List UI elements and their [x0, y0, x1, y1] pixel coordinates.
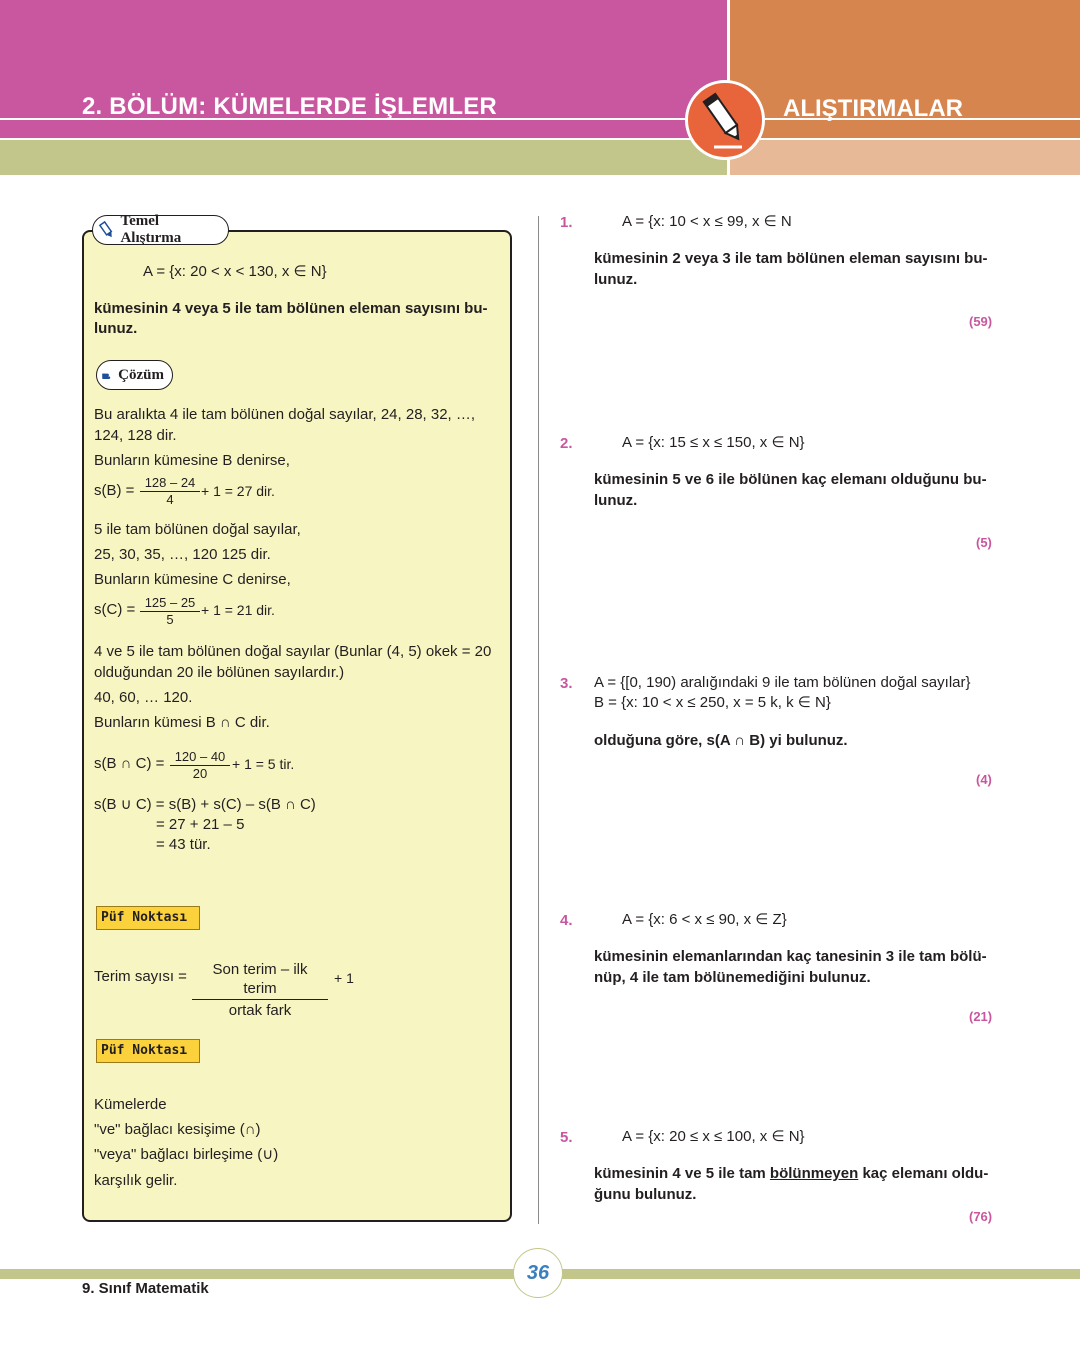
exercise-question-line2: ğunu bulunuz.	[594, 1186, 697, 1203]
book-title: 9. Sınıf Matematik	[82, 1280, 209, 1297]
fraction-denominator: 20	[192, 766, 208, 781]
union-line1: s(B ∪ C) = s(B) + s(C) – s(B ∩ C)	[94, 796, 316, 813]
solution-line: 40, 60, … 120.	[94, 689, 193, 706]
solution-line: Bunların kümesi B ∩ C dir.	[94, 714, 270, 731]
tip-label: Püf Noktası	[96, 1039, 200, 1063]
solution-line: Bu aralıkta 4 ile tam bölünen doğal sayılar, 24, 28, 32, …,	[94, 406, 476, 423]
question-text: kümesinin 4 ve 5 ile tam	[594, 1165, 770, 1182]
exercise-answer: (4)	[976, 772, 992, 787]
union-line3: = 43 tür.	[156, 836, 211, 853]
exercise-answer: (5)	[976, 535, 992, 550]
question-text: kaç elemanı oldu-	[858, 1165, 989, 1182]
pencil-icon	[685, 80, 765, 160]
exercise-number: 4.	[560, 912, 573, 929]
solution-tag	[96, 360, 173, 390]
page-number: 36	[513, 1248, 563, 1298]
fraction-numerator: 128 – 24	[140, 476, 200, 492]
solution-line: olduğundan 20 ile bölünen sayılardır.)	[94, 664, 345, 681]
exercise-set: A = {x: 15 ≤ x ≤ 150, x ∈ N}	[622, 434, 805, 451]
underlined-word: bölünmeyen	[769, 1165, 859, 1182]
section-title: ALIŞTIRMALAR	[783, 95, 963, 122]
tip2-line: Kümelerde	[94, 1096, 167, 1113]
exercise-question-line1	[594, 1164, 988, 1184]
fraction-denominator: 5	[166, 612, 174, 627]
fraction-denominator: ortak fark	[228, 1002, 292, 1019]
formula-sc-right: + 1 = 21 dir.	[201, 602, 275, 618]
solution-line: 25, 30, 35, …, 120 125 dir.	[94, 546, 271, 563]
tip2-line: karşılık gelir.	[94, 1172, 178, 1189]
example-question-line1: kümesinin 4 veya 5 ile tam bölünen eleman sayısını bu-	[94, 300, 488, 317]
fraction-numerator: 120 – 40	[170, 750, 230, 766]
fraction-denominator: 4	[166, 492, 174, 507]
solution-line: Bunların kümesine C denirse,	[94, 571, 291, 588]
fraction-sc	[140, 596, 200, 627]
tip2-line: "veya" bağlacı birleşime (∪)	[94, 1146, 279, 1163]
exercise-set: A = {x: 6 < x ≤ 90, x ∈ Z}	[622, 911, 787, 928]
formula-sb-right: + 1 = 27 dir.	[201, 483, 275, 499]
header-rule-bottom	[0, 138, 1080, 140]
exercise-set-b: B = {x: 10 < x ≤ 250, x = 5 k, k ∈ N}	[594, 694, 831, 711]
formula-sbc-left: s(B ∩ C) =	[94, 755, 165, 772]
exercise-question-line1: olduğuna göre, s(A ∩ B) yi bulunuz.	[594, 732, 848, 749]
solution-line: 124, 128 dir.	[94, 427, 177, 444]
exercise-number: 1.	[560, 214, 573, 231]
fraction-numerator: 125 – 25	[140, 596, 200, 612]
header-strip-right	[730, 140, 1080, 175]
tip1-right: + 1	[334, 970, 354, 986]
exercise-number: 5.	[560, 1129, 573, 1146]
formula-sc-left: s(C) =	[94, 601, 136, 618]
pointing-hand-icon	[101, 365, 114, 385]
solution-line: 5 ile tam bölünen doğal sayılar,	[94, 521, 301, 538]
exercise-number: 3.	[560, 675, 573, 692]
exercise-set: A = {[0, 190) aralığındaki 9 ile tam bölünen doğal sayılar}	[594, 674, 971, 691]
example-tag	[92, 215, 229, 245]
tip1-left: Terim sayısı =	[94, 968, 187, 985]
exercise-question-line2: lunuz.	[594, 492, 638, 509]
exercise-answer: (76)	[969, 1209, 993, 1224]
fraction-sb	[140, 476, 200, 507]
fraction-sbc	[170, 750, 230, 781]
solution-line: Bunların kümesine B denirse,	[94, 452, 290, 469]
exercise-question-line2: lunuz.	[594, 271, 638, 288]
solution-line: 4 ve 5 ile tam bölünen doğal sayılar (Bunlar (4, 5) okek = 20	[94, 643, 492, 660]
example-question-line2: lunuz.	[94, 320, 138, 337]
formula-sb-left: s(B) =	[94, 482, 135, 499]
tip-label: Püf Noktası	[96, 906, 200, 930]
exercise-set: A = {x: 20 ≤ x ≤ 100, x ∈ N}	[622, 1128, 805, 1145]
header-strip-left	[0, 140, 727, 175]
exercise-answer: (21)	[969, 1009, 993, 1024]
example-set: A = {x: 20 < x < 130, x ∈ N}	[143, 263, 327, 280]
tip2-line: "ve" bağlacı kesişime (∩)	[94, 1121, 261, 1138]
exercise-question-line1: kümesinin 5 ve 6 ile bölünen kaç elemanı olduğunu bu-	[594, 471, 987, 488]
union-line2: = 27 + 21 – 5	[156, 816, 245, 833]
formula-sbc-right: + 1 = 5 tir.	[232, 756, 295, 772]
exercise-question-line1: kümesinin 2 veya 3 ile tam bölünen eleman sayısını bu-	[594, 250, 988, 267]
pencil-small-icon	[97, 220, 116, 240]
example-tag-label: Temel Alıştırma	[120, 213, 182, 246]
column-divider	[538, 216, 539, 1224]
exercise-set: A = {x: 10 < x ≤ 99, x ∈ N	[622, 213, 792, 230]
chapter-title: 2. BÖLÜM: KÜMELERDE İŞLEMLER	[82, 93, 497, 120]
exercise-question-line1: kümesinin elemanlarından kaç tanesinin 3 ile tam bölü-	[594, 948, 987, 965]
exercise-answer: (59)	[969, 314, 993, 329]
exercise-number: 2.	[560, 435, 573, 452]
tip1-fraction	[192, 960, 328, 1020]
exercise-question-line2: nüp, 4 ile tam bölünemediğini bulunuz.	[594, 969, 871, 986]
solution-tag-label: Çözüm	[118, 366, 164, 383]
fraction-numerator: Son terim – ilk terim	[192, 960, 328, 1000]
